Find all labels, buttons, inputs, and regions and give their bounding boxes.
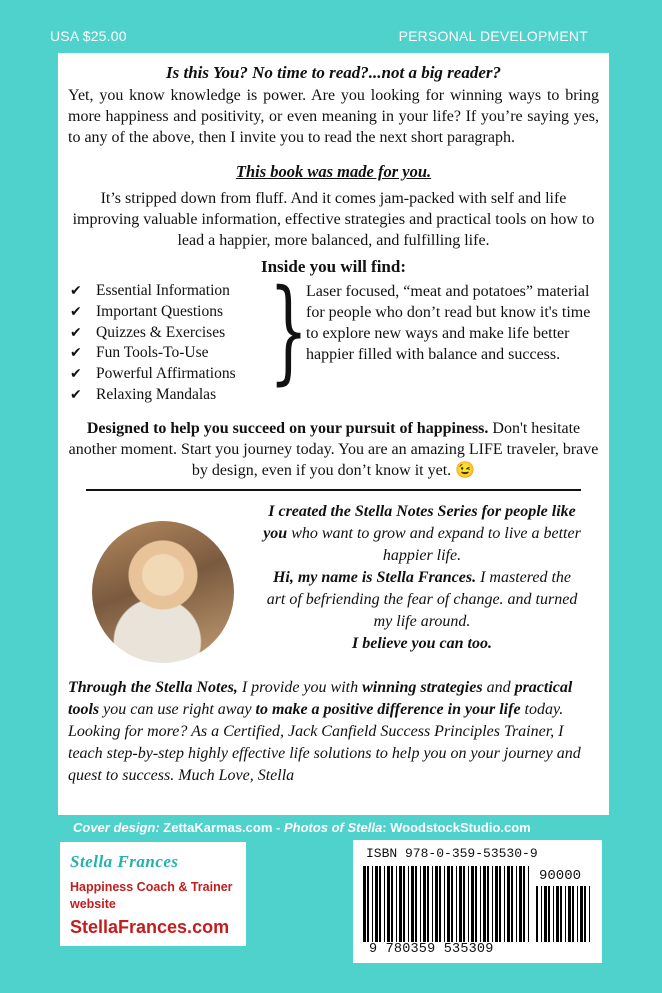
list-item: ✔ Essential Information — [70, 281, 260, 302]
card-role: Happiness Coach & Trainer — [70, 880, 233, 894]
barcode-bar — [528, 866, 529, 942]
barcode-bar — [423, 866, 426, 942]
barcode-bar — [487, 866, 489, 942]
barcode-bar — [363, 866, 366, 942]
list-item: ✔ Fun Tools-To-Use — [70, 343, 260, 364]
barcode-icon — [363, 866, 531, 942]
barcode-bar — [492, 866, 493, 942]
checkmark-icon: ✔ — [70, 283, 82, 299]
barcode-bar — [499, 866, 501, 942]
checkmark-icon: ✔ — [70, 345, 82, 362]
barcode-bar — [463, 866, 465, 942]
barcode-bar — [483, 866, 486, 942]
barcode-bar — [565, 886, 566, 942]
barcode-bar — [495, 866, 498, 942]
barcode-bar — [411, 866, 414, 942]
barcode-bar — [471, 866, 474, 942]
barcode-bar — [544, 886, 547, 942]
card-website-label: website — [70, 897, 116, 911]
barcode-box — [353, 840, 602, 963]
brace-icon: } — [269, 266, 309, 396]
author-section — [68, 501, 599, 663]
list-item: ✔ Important Questions — [70, 302, 260, 323]
price-label: USA $25.00 — [50, 28, 127, 44]
isbn-text: ISBN 978-0-359-53530-9 — [366, 846, 538, 861]
headline: Is this You? No time to read?...not a big reader? — [166, 63, 501, 82]
barcode-bar — [432, 866, 433, 942]
barcode-bar — [536, 886, 538, 942]
intro-text: Yet, you know knowledge is power. Are you looking for winning ways to bring more happiness and positivity, or even meaning in your life? If you’re saying yes, to any of the above, then I invite you to read the next short paragraph. — [68, 87, 599, 146]
category-label: PERSONAL DEVELOPMENT — [398, 28, 588, 44]
barcode-bar — [447, 866, 450, 942]
barcode-bar — [580, 886, 583, 942]
barcode-bar — [560, 886, 562, 942]
barcode-bar — [556, 886, 559, 942]
barcode-bar — [396, 866, 397, 942]
barcode-bar — [523, 866, 525, 942]
checkmark-icon: ✔ — [70, 366, 82, 383]
back-cover-panel — [58, 53, 609, 815]
barcode-bar — [548, 886, 550, 942]
barcode-bar — [384, 866, 385, 942]
credits-line: Cover design: ZettaKarmas.com - Photos of Stella: WoodstockStudio.com — [73, 820, 531, 835]
barcode-bar — [399, 866, 402, 942]
barcode-bar — [403, 866, 405, 942]
barcode-bar — [589, 886, 590, 942]
list-item: ✔ Powerful Affirmations — [70, 364, 260, 385]
feature-list — [70, 281, 260, 406]
list-item: ✔ Relaxing Mandalas — [70, 385, 260, 406]
checkmark-icon: ✔ — [70, 324, 82, 341]
barcode-bar — [468, 866, 469, 942]
barcode-bar — [415, 866, 417, 942]
made-for-you-heading: This book was made for you. — [235, 162, 432, 181]
barcode-bar — [420, 866, 421, 942]
barcode-bar — [375, 866, 378, 942]
barcode-bar — [444, 866, 445, 942]
barcode-bar — [584, 886, 586, 942]
author-card — [60, 842, 246, 946]
barcode-bar — [519, 866, 522, 942]
barcode-bar — [456, 866, 457, 942]
description-text: It’s stripped down from fluff. And it comes jam-packed with self and life improving valuable information, effective strategies and practical tools on how to lead a happier, more balanced, and fulfilling life. — [72, 190, 595, 249]
card-name: Stella Frances — [70, 852, 179, 871]
barcode-bar — [553, 886, 554, 942]
barcode-bar — [480, 866, 481, 942]
barcode-bar — [541, 886, 542, 942]
barcode-bar — [511, 866, 513, 942]
barcode-bar — [391, 866, 393, 942]
barcode-bar — [572, 886, 574, 942]
barcode-bar — [516, 866, 517, 942]
author-photo — [92, 521, 234, 663]
barcode-bar — [577, 886, 578, 942]
barcode-bar — [451, 866, 453, 942]
checkmark-icon: ✔ — [70, 303, 82, 320]
card-url[interactable]: StellaFrances.com — [70, 917, 230, 937]
designed-paragraph: Designed to help you succeed on your pursuit of happiness. Don't hesitate another moment. Start you journey today. You are an amazing LIFE traveler, brave by design, even if you don’t know it yet. 😉 — [68, 419, 599, 479]
barcode-bar — [439, 866, 441, 942]
barcode-bar — [379, 866, 381, 942]
laser-focused-text: Laser focused, “meat and potatoes” material for people who don’t read but know it's time to explore new ways and make life better happier filled with balance and success. — [306, 283, 591, 363]
barcode-bar — [459, 866, 462, 942]
barcode-bar — [427, 866, 429, 942]
inside-heading: Inside you will find: — [260, 257, 406, 276]
barcode-bar — [372, 866, 373, 942]
barcode-bar — [568, 886, 571, 942]
closing-paragraph: Through the Stella Notes, I provide you with winning strategies and practical tools you can use right away to make a positive difference in your life today. Looking for more? As a Certified, Jack Canfield Success Principles Trainer, I teach step-by-step highly effective life solutions to help you on your journey and quest to success. Much Love, Stella — [68, 678, 581, 784]
barcode-bar — [367, 866, 369, 942]
barcode-bar — [435, 866, 438, 942]
barcode-bar — [475, 866, 477, 942]
barcode-bar — [507, 866, 510, 942]
price-barcode-icon — [536, 886, 592, 942]
isbn-digits: 9 780359 535309 — [369, 942, 494, 957]
checkmark-icon: ✔ — [70, 386, 82, 403]
author-bio: I created the Stella Notes Series for people like you who want to grow and expand to live a better happier life. Hi, my name is Stella Frances. I mastered the art of befriending the fear of change. and turned my life around. I believe you can too. — [263, 502, 581, 652]
barcode-bar — [408, 866, 409, 942]
barcode-bar — [387, 866, 390, 942]
barcode-bar — [504, 866, 505, 942]
divider — [86, 489, 581, 491]
list-item: ✔ Quizzes & Exercises — [70, 323, 260, 344]
price-code: 90000 — [539, 868, 582, 884]
